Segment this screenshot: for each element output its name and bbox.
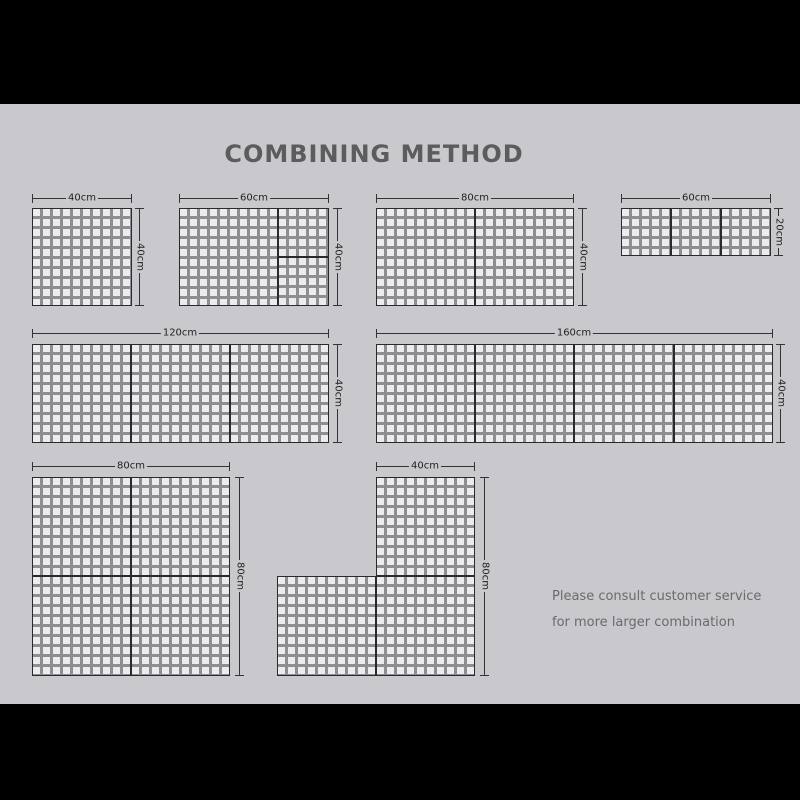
mat-tile: [475, 344, 574, 443]
mat-tile: [376, 344, 475, 443]
mat-tile: [32, 208, 132, 306]
mat-tile: [131, 576, 230, 676]
note-line-1: Please consult customer service: [552, 589, 762, 604]
width-label: 60cm: [240, 192, 268, 204]
width-label: 120cm: [162, 327, 198, 339]
height-label: 40cm: [134, 243, 146, 271]
mat-tile: [574, 344, 674, 443]
mat-tile: [376, 477, 475, 576]
mat-tile: [131, 344, 230, 443]
width-label: 60cm: [682, 192, 710, 204]
mat-tile: [376, 576, 475, 676]
note-line-2: for more larger combination: [552, 615, 735, 630]
height-label: 80cm: [234, 562, 246, 590]
mat-tile-half: [671, 208, 721, 256]
height-label: 40cm: [577, 243, 589, 271]
width-label: 40cm: [68, 192, 96, 204]
consult-note: [552, 584, 761, 636]
width-label: 80cm: [117, 460, 145, 472]
width-label: 80cm: [461, 192, 489, 204]
width-label: 160cm: [556, 327, 592, 339]
mat-tile: [32, 576, 131, 676]
mat-tile: [32, 344, 131, 443]
mat-tile-half: [278, 208, 329, 257]
height-label: 80cm: [479, 562, 491, 590]
width-label: 40cm: [411, 460, 439, 472]
mat-tile: [230, 344, 329, 443]
mat-tile: [32, 477, 131, 576]
mat-tile: [131, 477, 230, 576]
height-label: 40cm: [332, 379, 344, 407]
page-title: COMBINING METHOD: [224, 140, 524, 168]
mat-tile-half: [721, 208, 771, 256]
mat-tile: [376, 208, 475, 306]
mat-tile-half: [621, 208, 671, 256]
mat-tile: [674, 344, 773, 443]
mat-tile-half: [278, 257, 329, 306]
height-label: 20cm: [773, 218, 785, 246]
mat-tile: [277, 576, 376, 676]
mat-tile: [475, 208, 574, 306]
height-label: 40cm: [332, 243, 344, 271]
mat-tile: [179, 208, 278, 306]
height-label: 40cm: [775, 379, 787, 407]
